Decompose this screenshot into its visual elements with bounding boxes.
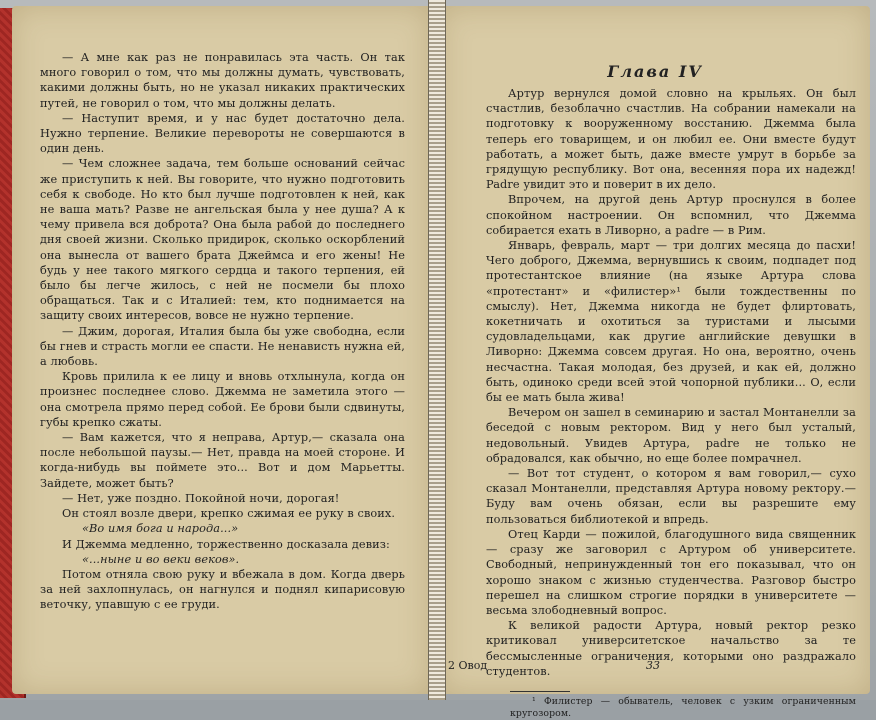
left-paragraph-6: — Вам кажется, что я неправа, Артур,— сказала она после небольшой паузы.— Нет, правда на моей стороне. И когда-нибудь вы поймете это... Вот и дом Марьетты. Зайдете, может быть? [40,431,405,490]
right-page-text [486,86,856,720]
left-paragraph-4: — Джим, дорогая, Италия была бы уже свободна, если бы гнев и страсть могли ее спасти. Не ненависть нужна ей, а любовь. [40,324,405,369]
signature-mark: 2 Овод [448,659,488,672]
right-paragraph-7: К великой радости Артура, новый ректор резко критиковал университетское начальство за те бессмысленные ограничения, которыми оно раздражало студентов. [486,619,856,678]
right-page [440,6,870,719]
right-paragraph-3: Январь, февраль, март — три долгих месяца до пасхи! Чего доброго, Джемма, вернувшись к своим, подпадет под протестантское влияние (на языке Артура слова «протестант» и «филистер»¹ были тождественны по смыслу). Нет, Джемма никогда не будет флиртовать, кокетничать и охотиться за туристами и лысыми судовладельцами, как другие английские девушки в Ливорно: Джемма совсем другая. Но она, вероятно, очень несчастна. Такая молодая, без друзей, и как ей, должно быть, одиноко среди всей этой чопорной публики... О, если бы ее мать была жива! [486,239,856,405]
left-paragraph-7: — Нет, уже поздно. Покойной ночи, дорогая! [62,491,340,505]
left-paragraph-3: — Чем сложнее задача, тем больше оснований сейчас же приступить к ней. Вы говорите, что нужно подготовить себя к свободе. Но кто был лучше подготовлен к ней, как не ваша мать? Разве не ангельская была у нее душа? А к чему привела вся доброта? Она была рабой до последнего дня своей жизни. Сколько придирок, сколько оскорблений она вынесла от вашего брата Джеймса и его жены! Не будь у нее такого мягкого сердца и такого терпения, ей было бы легче жилось, с ней не посмели бы плохо обращаться. Так и с Италией: тем, кто поднимается на защиту своих интересов, вовсе не нужно терпение. [40,157,405,323]
left-paragraph-9: И Джемма медленно, торжественно досказала девиз: [62,537,390,551]
footnote: ¹ Филистер — обыватель, человек с узким ограниченным кругозором. [510,695,856,719]
left-page [12,6,430,694]
left-paragraph-5: Кровь прилила к ее лицу и вновь отхлынула, когда он произнес последнее слово. Джемма не заметила этого — она смотрела прямо перед собой. Ее брови были сдвинуты, губы крепко сжаты. [40,370,405,429]
chapter-title: Глава IV [607,62,703,81]
right-paragraph-5: — Вот тот студент, о котором я вам говорил,— сухо сказал Монтанелли, представляя Артура новому ректору.— Буду вам очень обязан, если вы разрешите ему пользоваться библиотекой и впредь. [486,467,856,526]
right-paragraph-6: Отец Карди — пожилой, благодушного вида священник — сразу же заговорил с Артуром об университете. Свободный, непринужденный тон его показывал, что он хорошо знаком с жизнью студенчества. Разговор быстро перешел на слишком строгие порядки в университете — весьма злободневный вопрос. [486,527,856,617]
motto-line-1: «Во имя бога и народа...» [82,522,239,536]
motto-line-2: «...ныне и во веки веков». [82,552,240,566]
book-spine [428,0,446,700]
left-paragraph-10: Потом отняла свою руку и вбежала в дом. Когда дверь за ней захлопнулась, он нагнулся и поднял кипарисовую веточку, упавшую с ее груди. [40,567,405,612]
left-paragraph-1: — А мне как раз не понравилась эта часть. Он так много говорил о том, что мы должны думать, чувствовать, какими должны быть, но не указал никаких практических путей, не говорил о том, что мы должны делать. [40,51,405,110]
page-number: 33 [646,659,660,672]
left-paragraph-8: Он стоял возле двери, крепко сжимая ее руку в своих. [62,507,396,521]
left-page-text [40,50,405,613]
right-paragraph-4: Вечером он зашел в семинарию и застал Монтанелли за беседой с новым ректором. Вид у него был усталый, недовольный. Увидев Артура, padre не только не обрадовался, как обычно, но еще более помрачнел. [486,406,856,465]
right-paragraph-2: Впрочем, на другой день Артур проснулся в более спокойном настроении. Он вспомнил, что Джемма собирается ехать в Ливорно, а padre — в Рим. [486,193,856,237]
footnote-divider [510,691,570,692]
right-paragraph-1: Артур вернулся домой словно на крыльях. Он был счастлив, безоблачно счастлив. На собрании намекали на подготовку к вооруженному восстанию. Джемма была теперь его товарищем, и он любил ее. Они вместе будут работать, а может быть, даже вместе умрут в борьбе за грядущую республику. Вот она, весенняя пора их надежд! Padre увидит это и поверит в их дело. [486,87,856,192]
left-paragraph-2: — Наступит время, и у нас будет достаточно дела. Нужно терпение. Великие перевороты не совершаются в один день. [40,111,405,156]
